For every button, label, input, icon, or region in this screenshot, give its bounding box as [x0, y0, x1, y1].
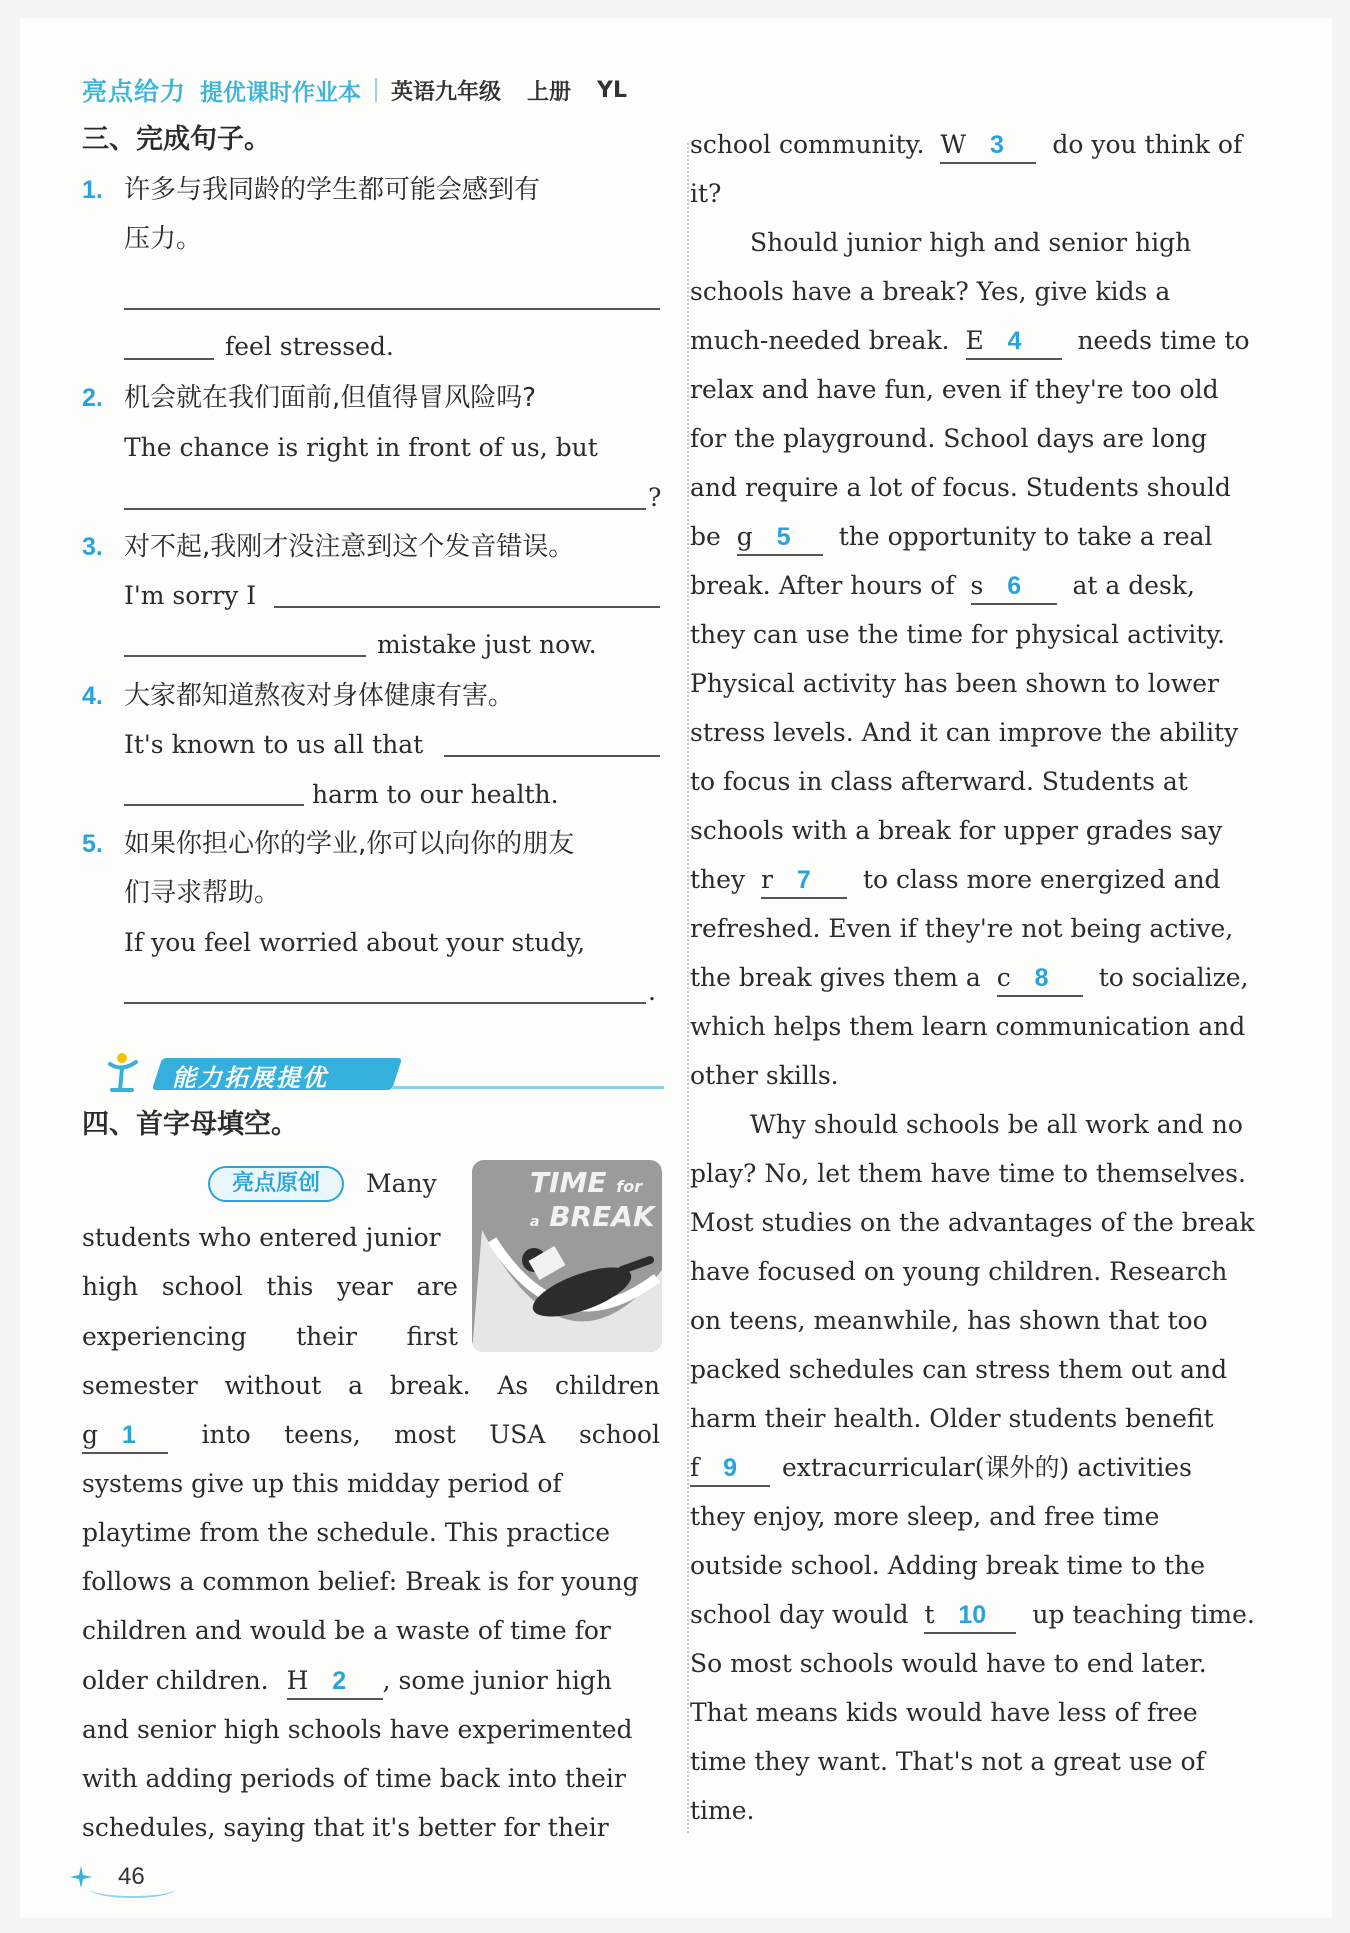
q5-chinese-2: 们寻求帮助。 — [124, 878, 281, 908]
image-title-for: for — [616, 1177, 643, 1196]
passage-r3: Should junior high and senior high — [750, 228, 1192, 257]
blank-3[interactable] — [940, 128, 1036, 164]
edition-label: YL — [597, 77, 627, 103]
workbook-page — [20, 18, 1332, 1918]
blank-7-letter: r — [761, 865, 773, 894]
q5-number: 5. — [82, 830, 103, 858]
q4-english-end: harm to our health. — [312, 780, 559, 809]
blank-2[interactable] — [287, 1664, 383, 1700]
r28-post: extracurricular(课外的) activities — [782, 1453, 1192, 1482]
passage-r18 — [690, 961, 1248, 997]
q1-blank-2[interactable] — [124, 358, 214, 360]
q4-number: 4. — [82, 682, 103, 710]
r16-post: to class more energized and — [862, 865, 1221, 894]
passage-l5 — [82, 1369, 660, 1403]
blank-3-number: 3 — [989, 131, 1004, 159]
blank-4[interactable] — [966, 324, 1062, 360]
passage-r27: harm their health. Older students benefit — [690, 1404, 1214, 1433]
q4-blank-2[interactable] — [124, 804, 304, 806]
passage-l4 — [82, 1320, 458, 1354]
blank-5-letter: g — [736, 522, 753, 551]
passage-l6 — [82, 1418, 660, 1454]
passage-r10 — [690, 569, 1195, 605]
passage-l14: schedules, saying that it's better for their — [82, 1813, 609, 1842]
volume-label: 上册 — [527, 79, 572, 105]
passage-r29: they enjoy, more sleep, and free time — [690, 1502, 1160, 1531]
passage-r24: have focused on young children. Research — [690, 1257, 1228, 1286]
r9-post: the opportunity to take a real — [838, 522, 1213, 551]
passage-r8: and require a lot of focus. Students should — [690, 473, 1231, 502]
blank-7[interactable] — [761, 863, 847, 899]
passage-r17: refreshed. Even if they're not being active, — [690, 914, 1234, 943]
original-tag: 亮点原创 — [208, 1166, 344, 1202]
passage-r34: time they want. That's not a great use of — [690, 1747, 1205, 1776]
blank-2-number: 2 — [332, 1667, 347, 1695]
passage-l12: and senior high schools have experimented — [82, 1715, 633, 1744]
r1-post: do you think of — [1052, 130, 1243, 159]
q3-chinese: 对不起,我刚才没注意到这个发音错误。 — [124, 532, 575, 562]
passage-l11 — [82, 1664, 612, 1700]
page-number: 46 — [118, 1863, 145, 1890]
blank-1[interactable] — [82, 1418, 168, 1454]
page-header — [82, 70, 653, 110]
l4-w3: first — [406, 1322, 458, 1351]
q4-english: It's known to us all that — [124, 730, 424, 759]
subject-label: 英语九年级 — [391, 79, 502, 105]
q2-chinese: 机会就在我们面前,但值得冒风险吗? — [124, 383, 537, 413]
passage-l10: children and would be a waste of time for — [82, 1616, 611, 1645]
r1-pre: school community. — [690, 130, 925, 159]
blank-5[interactable] — [737, 520, 823, 556]
passage-r35: time. — [690, 1796, 755, 1825]
l6-w4: USA — [489, 1420, 546, 1449]
blank-6[interactable] — [971, 569, 1057, 605]
blank-10[interactable] — [924, 1598, 1016, 1634]
article-image — [472, 1160, 662, 1352]
q2-number: 2. — [82, 384, 103, 412]
banner-label: 能力拓展提优 — [172, 1064, 328, 1092]
l11-pre: older children. — [82, 1666, 269, 1695]
l3-w5: are — [416, 1272, 458, 1301]
q5-english-text: If you feel worried about your study, — [124, 928, 586, 957]
q1-english-end: feel stressed. — [225, 332, 394, 361]
blank-1-number: 1 — [121, 1421, 136, 1449]
passage-r32: So most schools would have to end later. — [690, 1649, 1207, 1678]
l6-w5: school — [578, 1420, 660, 1449]
r18-pre: the break gives them a — [690, 963, 981, 992]
l6-w2: teens, — [284, 1420, 361, 1449]
section-3-title: 三、完成句子。 — [82, 124, 271, 155]
l6-w3: most — [394, 1420, 456, 1449]
r9-pre: be — [690, 522, 721, 551]
l5-w6: children — [555, 1371, 660, 1400]
blank-7-number: 7 — [796, 866, 811, 894]
blank-8[interactable] — [997, 961, 1083, 997]
page-swoosh — [90, 1880, 175, 1898]
passage-r16 — [690, 863, 1221, 899]
passage-r22: play? No, let them have time to themselves. — [690, 1159, 1246, 1188]
blank-9[interactable] — [690, 1451, 770, 1487]
column-divider — [687, 143, 689, 1833]
r5-pre: much-needed break. — [690, 326, 950, 355]
q3-number: 3. — [82, 533, 103, 561]
passage-r30: outside school. Adding break time to the — [690, 1551, 1206, 1580]
image-title-time: TIME — [530, 1166, 607, 1199]
passage-r25: on teens, meanwhile, has shown that too — [690, 1306, 1208, 1335]
l5-w2: without — [224, 1371, 322, 1400]
r10-post: at a desk, — [1072, 571, 1195, 600]
blank-1-letter: g — [82, 1420, 99, 1449]
blank-9-letter: f — [690, 1453, 700, 1482]
l5-w5: As — [497, 1371, 529, 1400]
q1-chinese-1: 许多与我同龄的学生都可能会感到有 — [124, 175, 541, 205]
blank-5-number: 5 — [776, 523, 791, 551]
banner-rule — [392, 1086, 664, 1089]
q3-blank-2[interactable] — [124, 655, 366, 657]
brand-logo: 亮点给力 — [82, 77, 187, 106]
passage-r15: schools with a break for upper grades say — [690, 816, 1223, 845]
q5-blank[interactable] — [124, 1002, 646, 1004]
passage-r4: schools have a break? Yes, give kids a — [690, 277, 1171, 306]
passage-r21: Why should schools be all work and no — [750, 1110, 1243, 1139]
passage-l3 — [82, 1270, 458, 1304]
passage-l1: Many — [366, 1169, 437, 1198]
blank-8-letter: c — [996, 963, 1011, 992]
passage-r13: stress levels. And it can improve the ability — [690, 718, 1239, 747]
blank-8-number: 8 — [1034, 964, 1049, 992]
reading-figure-icon — [104, 1050, 144, 1094]
passage-r1 — [690, 128, 1242, 164]
blank-9-number: 9 — [723, 1454, 738, 1482]
l5-w1: semester — [82, 1371, 198, 1400]
passage-l9: follows a common belief: Break is for young — [82, 1567, 639, 1596]
passage-r14: to focus in class afterward. Students at — [690, 767, 1188, 796]
r31-pre: school day would — [690, 1600, 909, 1629]
l5-w4: break. — [389, 1371, 471, 1400]
star-icon — [70, 1866, 92, 1888]
q1-blank-1[interactable] — [124, 308, 660, 310]
q1-chinese-2: 压力。 — [124, 224, 203, 254]
q2-end-mark: ? — [648, 483, 662, 512]
passage-r9 — [690, 520, 1212, 556]
passage-r19: which helps them learn communication and — [690, 1012, 1246, 1041]
l3-w2: school — [161, 1272, 243, 1301]
blank-4-letter: E — [965, 326, 984, 355]
passage-l7: systems give up this midday period of — [82, 1469, 562, 1498]
l3-w4: year — [336, 1272, 393, 1301]
image-title-a: a — [530, 1214, 540, 1230]
l3-w3: this — [266, 1272, 314, 1301]
l4-w1: experiencing — [82, 1322, 247, 1351]
passage-r26: packed schedules can stress them out and — [690, 1355, 1228, 1384]
q2-blank[interactable] — [124, 508, 646, 510]
r10-pre: break. After hours of — [690, 571, 955, 600]
passage-r11: they can use the time for physical activity. — [690, 620, 1225, 649]
blank-4-number: 4 — [1007, 327, 1022, 355]
q2-english: The chance is right in front of us, but — [124, 433, 598, 462]
blank-10-number: 10 — [958, 1601, 987, 1629]
passage-r20: other skills. — [690, 1061, 839, 1090]
blank-10-letter: t — [924, 1600, 935, 1629]
passage-l2: students who entered junior — [82, 1223, 441, 1252]
r18-post: to socialize, — [1098, 963, 1249, 992]
l6-w1: into — [201, 1420, 251, 1449]
passage-r33: That means kids would have less of free — [690, 1698, 1198, 1727]
q3-english-end: mistake just now. — [377, 630, 597, 659]
passage-r23: Most studies on the advantages of the break — [690, 1208, 1255, 1237]
q5-chinese-1: 如果你担心你的学业,你可以向你的朋友 — [124, 829, 575, 859]
image-title-break: BREAK — [549, 1200, 655, 1233]
passage-r2: it? — [690, 179, 722, 208]
section-4-title: 四、首字母填空。 — [82, 1109, 298, 1140]
passage-r12: Physical activity has been shown to lower — [690, 669, 1219, 698]
image-title — [530, 1168, 655, 1237]
l5-w3: a — [348, 1371, 363, 1400]
l11-post: , some junior high — [382, 1666, 612, 1695]
l3-w1: high — [82, 1272, 139, 1301]
passage-l13: with adding periods of time back into their — [82, 1764, 626, 1793]
passage-l8: playtime from the schedule. This practice — [82, 1518, 611, 1547]
book-subtitle: 提优课时作业本 — [200, 79, 362, 106]
r31-post: up teaching time. — [1032, 1600, 1255, 1629]
passage-r31 — [690, 1598, 1255, 1634]
passage-r7: for the playground. School days are long — [690, 424, 1208, 453]
q5-english — [124, 926, 660, 960]
blank-2-letter: H — [286, 1666, 309, 1695]
r16-pre: they — [690, 865, 746, 894]
r5-post: needs time to — [1077, 326, 1250, 355]
q4-chinese: 大家都知道熬夜对身体健康有害。 — [124, 681, 515, 711]
q5-end-mark: . — [648, 977, 656, 1006]
blank-3-letter: W — [940, 130, 967, 159]
passage-r5 — [690, 324, 1250, 360]
blank-6-letter: s — [970, 571, 984, 600]
passage-r6: relax and have fun, even if they're too old — [690, 375, 1219, 404]
l4-w2: their — [296, 1322, 357, 1351]
blank-6-number: 6 — [1007, 572, 1022, 600]
header-divider — [375, 78, 377, 102]
q3-blank-1[interactable] — [274, 606, 660, 608]
q4-blank-1[interactable] — [444, 755, 660, 757]
q3-english: I'm sorry I — [124, 581, 257, 610]
passage-r28 — [690, 1451, 1192, 1487]
q1-number: 1. — [82, 176, 103, 204]
section-banner — [112, 1050, 664, 1092]
